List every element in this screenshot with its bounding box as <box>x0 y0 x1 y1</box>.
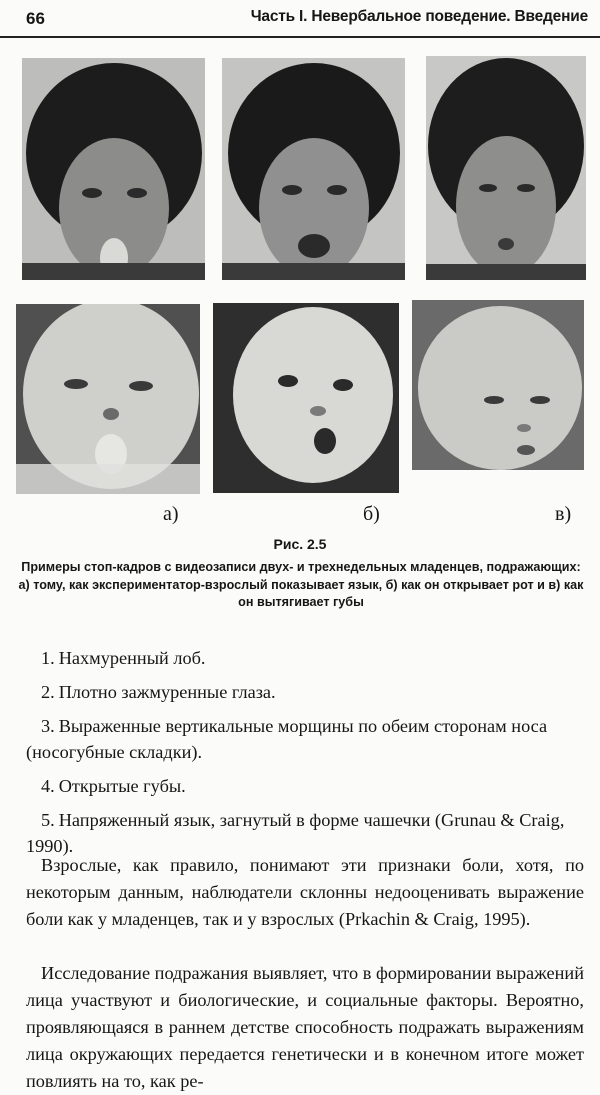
panel-label-b: б) <box>363 503 380 525</box>
list-item <box>0 773 600 799</box>
list-item-number: 5. <box>41 810 55 830</box>
infant-photo-lips-pursed <box>412 300 584 470</box>
list-item <box>0 713 600 765</box>
adult-photo-lips-pursed <box>426 56 586 280</box>
infant-photo-tongue <box>16 304 200 494</box>
list-item-text: Открытые губы. <box>58 776 186 796</box>
figure-caption-text: Примеры стоп-кадров с видеозаписи двух- и трехнедельных младенцев, подражающих: а) тому, как экспериментатор-взрослый показывает язык, б) как он открывает рот и в) как он вытягивает губы <box>18 560 584 609</box>
list-item-number: 1. <box>41 648 55 668</box>
list-item-text: Нахмуренный лоб. <box>58 648 206 668</box>
infant-photo-mouth-open <box>213 303 399 493</box>
panel-label-c: в) <box>555 503 572 525</box>
list-item-number: 4. <box>41 776 55 796</box>
page-number: 66 <box>26 9 45 28</box>
running-head: Часть I. Невербальное поведение. Введение <box>250 8 588 25</box>
body-paragraph: Взрослые, как правило, понимают эти признаки боли, хотя, по некоторым данным, наблюдатели склонны недооценивать выражение боли как у младенцев, так и у взрослых (Prkachin & Craig, 1995). <box>26 855 584 929</box>
adult-photo-tongue <box>22 58 205 280</box>
body-paragraph: Исследование подражания выявляет, что в формировании выражений лица участвуют и биологические, и социальные факторы. Вероятно, проявляющаяся в раннем детстве способность подражать выражениям лица окружающих передается генетически и в конечном итоге может повлиять на то, как ре- <box>26 963 584 1091</box>
list-item-number: 2. <box>41 682 55 702</box>
figure-caption-title: Рис. 2.5 <box>273 536 327 552</box>
list-item-text: Плотно зажмуренные глаза. <box>58 682 276 702</box>
page-header <box>0 0 600 38</box>
pain-signs-list <box>0 645 600 867</box>
panel-label-a: а) <box>163 503 179 525</box>
list-item-text: Напряженный язык, загнутый в форме чашечки (Grunau & Craig, 1990). <box>26 810 565 856</box>
list-item-text: Выраженные вертикальные морщины по обеим сторонам носа (носогубные складки). <box>26 716 548 762</box>
list-item <box>0 645 600 671</box>
list-item <box>0 679 600 705</box>
adult-photo-mouth-open <box>222 58 405 280</box>
list-item-number: 3. <box>41 716 55 736</box>
